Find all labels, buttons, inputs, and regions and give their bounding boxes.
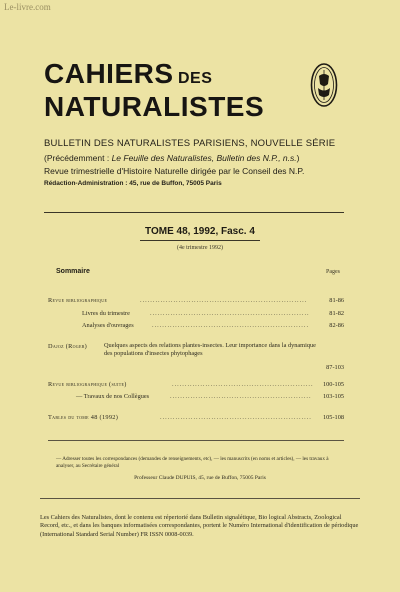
divider-top	[44, 212, 344, 213]
toc-entry-article: Dajoz (Roger) 87-103	[48, 343, 344, 371]
toc-entry: — Travaux de nos Collègues ....................................................... 103-105	[76, 393, 344, 400]
revue-line: Revue trimestrielle d'Histoire Naturelle dirigée par le Conseil des N.P.	[44, 166, 305, 176]
redaction-line: Rédaction-Administration : 45, rue de Buffon, 75005 Paris	[44, 180, 222, 187]
divider-bottom	[48, 440, 344, 441]
watermark: Le-livre.com	[4, 2, 51, 12]
article-author: Dajoz (Roger)	[48, 343, 88, 350]
pages-column-label: Pages	[326, 269, 340, 275]
secretary-address: Professeur Claude DUPUIS, 45, rue de Buffon, 75005 Paris	[134, 475, 266, 481]
toc-entry: Livres du trimestre .............................................................. 81-82	[82, 310, 344, 317]
issn-footer: Les Cahiers des Naturalistes, dont le contenu est répertorié dans Bulletin signalétique, Bio logical Abstracts, Zoological Record, etc., et dans les banques informatisées correspondantes, portent le Numéro International d'identification de périodique (International Standard Serial Number) FR ISSN 0008-0039.	[40, 514, 359, 538]
bulletin-line: BULLETIN DES NATURALISTES PARISIENS, NOUVELLE SÉRIE	[44, 138, 336, 149]
article-title: Quelques aspects des relations plantes-insectes. Leur importance dans la dynamique des populations d'insectes phytophages	[104, 342, 316, 357]
previous-titles: Le Feuille des Naturalistes, Bulletin des N.P., n.s.	[111, 153, 297, 163]
tome-heading: TOME 48, 1992, Fasc. 4	[145, 226, 255, 237]
trimestre-label: (4e trimestre 1992)	[177, 245, 223, 251]
correspondence-note: — Adresser toutes les correspondances (demandes de renseignements, etc), — les manuscrits (en noms et articles), — les travaux à analyser, au Secrétaire général	[56, 456, 329, 469]
title-word-cahiers: CAHIERS	[44, 58, 174, 89]
toc-entry: Tables du tome 48 (1992) ........................................................... 105-108	[48, 414, 344, 421]
title-word-des: DES	[177, 70, 213, 87]
divider-tome	[140, 240, 260, 241]
toc-entry: Analyses d'ouvrages ............................................................. 82-86	[82, 322, 344, 329]
sommaire-heading: Sommaire	[56, 268, 90, 275]
journal-title	[44, 60, 264, 126]
title-word-naturalistes: NATURALISTES	[44, 91, 265, 122]
society-emblem-icon	[310, 62, 338, 108]
divider-footer	[40, 498, 360, 499]
toc-entry: Revue bibliographique ................................................................. 81-86	[48, 297, 344, 304]
toc-entry: Revue bibliographique (suite) ....................................................... 100-105	[48, 381, 344, 388]
previously-line: (Précédemment : Le Feuille des Naturalistes, Bulletin des N.P., n.s.)	[44, 153, 300, 163]
